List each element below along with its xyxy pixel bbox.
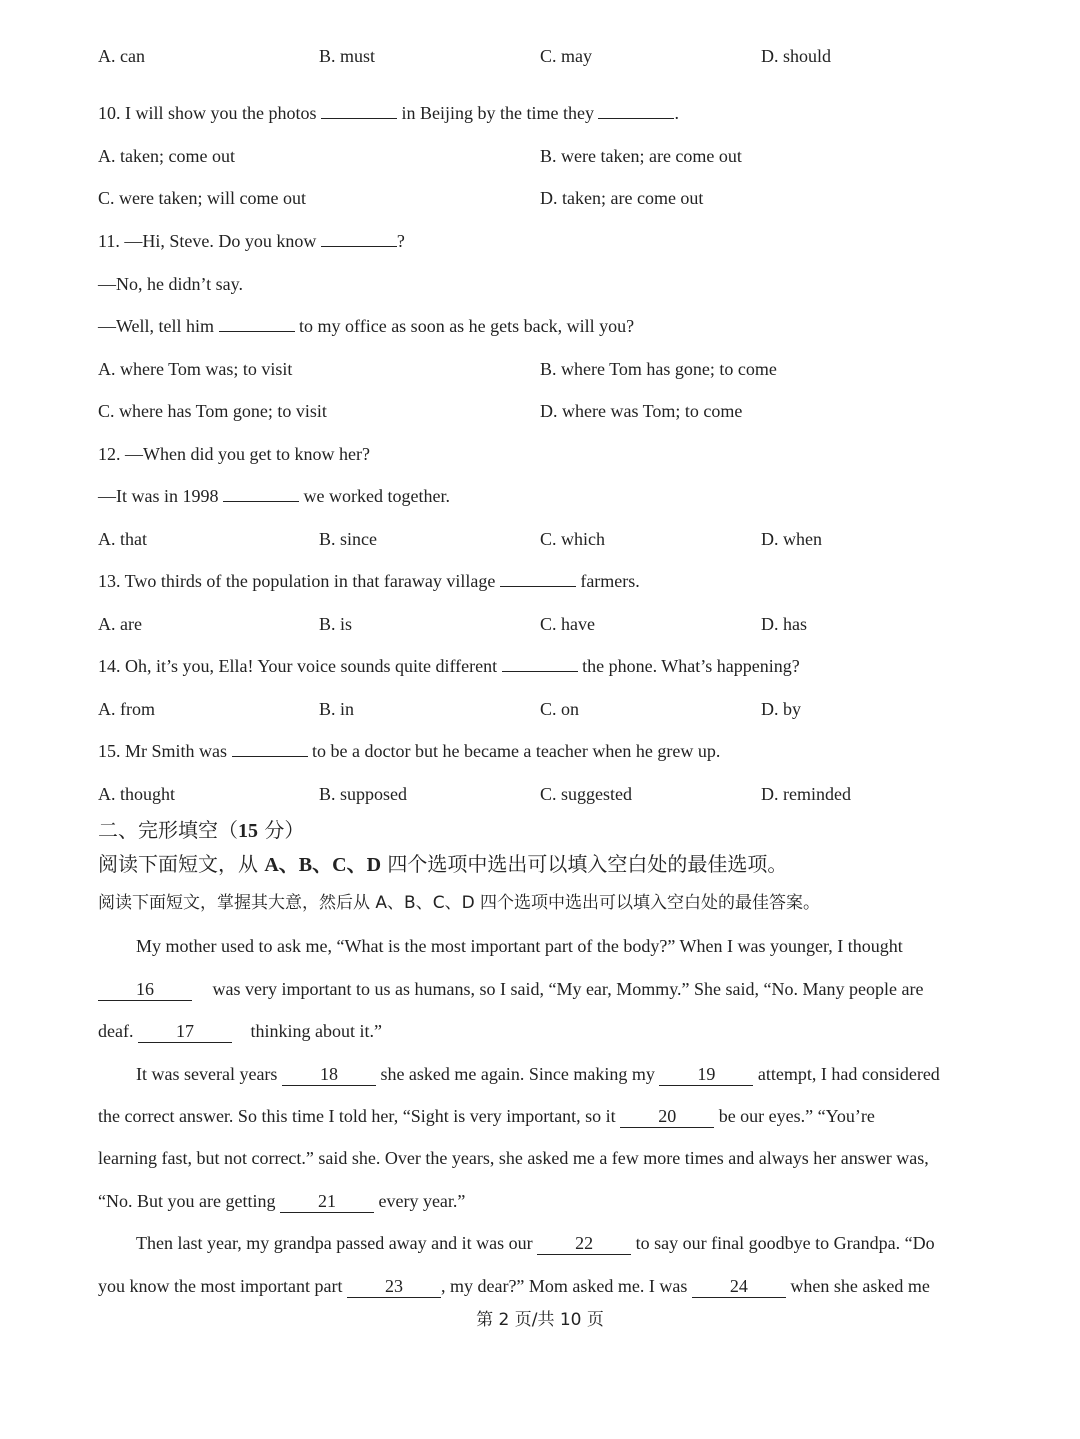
passage-text-7b: every year.”	[378, 1191, 466, 1211]
section-title	[98, 819, 304, 842]
q15-option-a: A. thought	[98, 784, 176, 804]
passage-text-3b: thinking about it.”	[250, 1021, 382, 1041]
blank-16: 16	[98, 978, 192, 1001]
q12-blank	[223, 485, 299, 502]
passage-line-7	[98, 1190, 465, 1213]
q10-option-a: A. taken; come out	[98, 146, 235, 166]
q13-text-2: farmers.	[580, 571, 640, 591]
passage-line-3	[98, 1020, 382, 1043]
q13-option-b: B. is	[319, 614, 353, 634]
q9-option-a: A. can	[98, 46, 145, 66]
q11-text-2: ?	[396, 231, 405, 251]
blank-18: 18	[282, 1063, 376, 1086]
blank-19: 19	[659, 1063, 753, 1086]
q11-blank-1	[321, 230, 397, 247]
q10-text-3: .	[674, 103, 679, 123]
passage-text-9c: when she asked me	[790, 1276, 930, 1296]
q10-text-1: 10. I will show you the photos	[98, 103, 317, 123]
q12-line-2	[98, 485, 450, 507]
passage-line-5	[98, 1105, 875, 1128]
q10-text-2: in Beijing by the time they	[401, 103, 594, 123]
q12-text-2: we worked together.	[303, 486, 450, 506]
q10-option-d: D. taken; are come out	[540, 188, 704, 208]
q15-text-1: 15. Mr Smith was	[98, 741, 228, 761]
q11-line-3	[98, 315, 634, 337]
passage-text-5b: be our eyes.” “You’re	[718, 1106, 875, 1126]
q13-text-1: 13. Two thirds of the population in that faraway village	[98, 571, 496, 591]
q12-text-1: —It was in 1998	[98, 486, 219, 506]
q10-stem	[98, 102, 679, 124]
q14-option-c: C. on	[540, 699, 580, 719]
instruction-2: 阅读下面短文，掌握其大意，然后从 A、B、C、D 四个选项中选出可以填入空白处的最佳答案。	[98, 893, 821, 913]
passage-text-7a: “No. But you are getting	[98, 1191, 276, 1211]
passage-text-4a: It was several years	[136, 1064, 278, 1084]
passage-text-9b: , my dear?” Mom asked me. I was	[440, 1276, 688, 1296]
passage-line-4	[136, 1063, 940, 1086]
q15-text-2: to be a doctor but he became a teacher when he grew up.	[312, 741, 721, 761]
q13-stem	[98, 570, 640, 592]
instruction-1-text-2: 四个选项中选出可以填入空白处的最佳选项。	[381, 852, 788, 876]
section-title-score: 15	[238, 820, 258, 842]
blank-23: 23	[347, 1275, 441, 1298]
q12-option-c: C. which	[540, 529, 605, 549]
instruction-1	[98, 853, 787, 876]
section-title-text-1: 二、完形填空（	[98, 818, 238, 842]
q13-option-c: C. have	[540, 614, 595, 634]
instruction-1-text-1: 阅读下面短文，从	[98, 852, 265, 876]
q11-text-4: to my office as soon as he gets back, will you?	[299, 316, 635, 336]
q11-option-d: D. where was Tom; to come	[540, 401, 743, 421]
q15-stem	[98, 740, 720, 762]
q15-option-b: B. supposed	[319, 784, 408, 804]
q13-blank	[500, 570, 576, 587]
q15-option-c: C. suggested	[540, 784, 632, 804]
q12-option-d: D. when	[761, 529, 822, 549]
q9-option-d: D. should	[761, 46, 832, 66]
q14-option-a: A. from	[98, 699, 155, 719]
q11-blank-2	[219, 315, 295, 332]
blank-24: 24	[692, 1275, 786, 1298]
q11-option-c: C. where has Tom gone; to visit	[98, 401, 327, 421]
q14-text-2: the phone. What’s happening?	[582, 656, 800, 676]
passage-text-8b: to say our final goodbye to Grandpa. “Do	[635, 1233, 935, 1253]
q11-text-1: 11. —Hi, Steve. Do you know	[98, 231, 317, 251]
q11-line-1	[98, 230, 405, 252]
page-number: 第 2 页/共 10 页	[476, 1310, 604, 1330]
q14-stem	[98, 655, 800, 677]
blank-21: 21	[280, 1190, 374, 1213]
blank-17: 17	[138, 1020, 232, 1043]
passage-text-5a: the correct answer. So this time I told her, “Sight is very important, so it	[98, 1106, 616, 1126]
passage-line-9	[98, 1275, 930, 1298]
q12-line-1: 12. —When did you get to know her?	[98, 444, 370, 464]
q10-option-c: C. were taken; will come out	[98, 188, 306, 208]
q14-blank	[502, 655, 578, 672]
q14-text-1: 14. Oh, it’s you, Ella! Your voice sounds quite different	[98, 656, 498, 676]
q13-option-a: A. are	[98, 614, 142, 634]
q9-option-b: B. must	[319, 46, 376, 66]
q11-option-b: B. where Tom has gone; to come	[540, 359, 777, 379]
q12-option-a: A. that	[98, 529, 147, 549]
q11-line-2: —No, he didn’t say.	[98, 274, 243, 294]
q11-option-a: A. where Tom was; to visit	[98, 359, 293, 379]
q11-text-3: —Well, tell him	[98, 316, 215, 336]
passage-line-8	[136, 1232, 935, 1255]
q10-blank-2	[598, 102, 674, 119]
q14-option-b: B. in	[319, 699, 355, 719]
q10-option-b: B. were taken; are come out	[540, 146, 742, 166]
q14-option-d: D. by	[761, 699, 801, 719]
passage-text-2: was very important to us as humans, so I said, “My ear, Mommy.” She said, “No. Many people are	[212, 979, 924, 999]
passage-text-8a: Then last year, my grandpa passed away and it was our	[136, 1233, 533, 1253]
instruction-1-letters: A、B、C、D	[264, 854, 382, 876]
q9-option-c: C. may	[540, 46, 592, 66]
passage-line-2	[98, 978, 923, 1001]
passage-text-3a: deaf.	[98, 1021, 134, 1041]
q10-blank-1	[321, 102, 397, 119]
section-title-text-2: 分）	[258, 818, 305, 842]
q15-blank	[232, 740, 308, 757]
q13-option-d: D. has	[761, 614, 807, 634]
passage-text-9a: you know the most important part	[98, 1276, 343, 1296]
passage-line-6: learning fast, but not correct.” said she. Over the years, she asked me a few more times and always her answer was,	[98, 1148, 929, 1168]
passage-text-4b: she asked me again. Since making my	[380, 1064, 655, 1084]
q15-option-d: D. reminded	[761, 784, 851, 804]
q12-option-b: B. since	[319, 529, 377, 549]
passage-line-1: My mother used to ask me, “What is the most important part of the body?” When I was younger, I thought	[136, 936, 903, 956]
blank-22: 22	[537, 1232, 631, 1255]
blank-20: 20	[620, 1105, 714, 1128]
passage-text-4c: attempt, I had considered	[757, 1064, 940, 1084]
